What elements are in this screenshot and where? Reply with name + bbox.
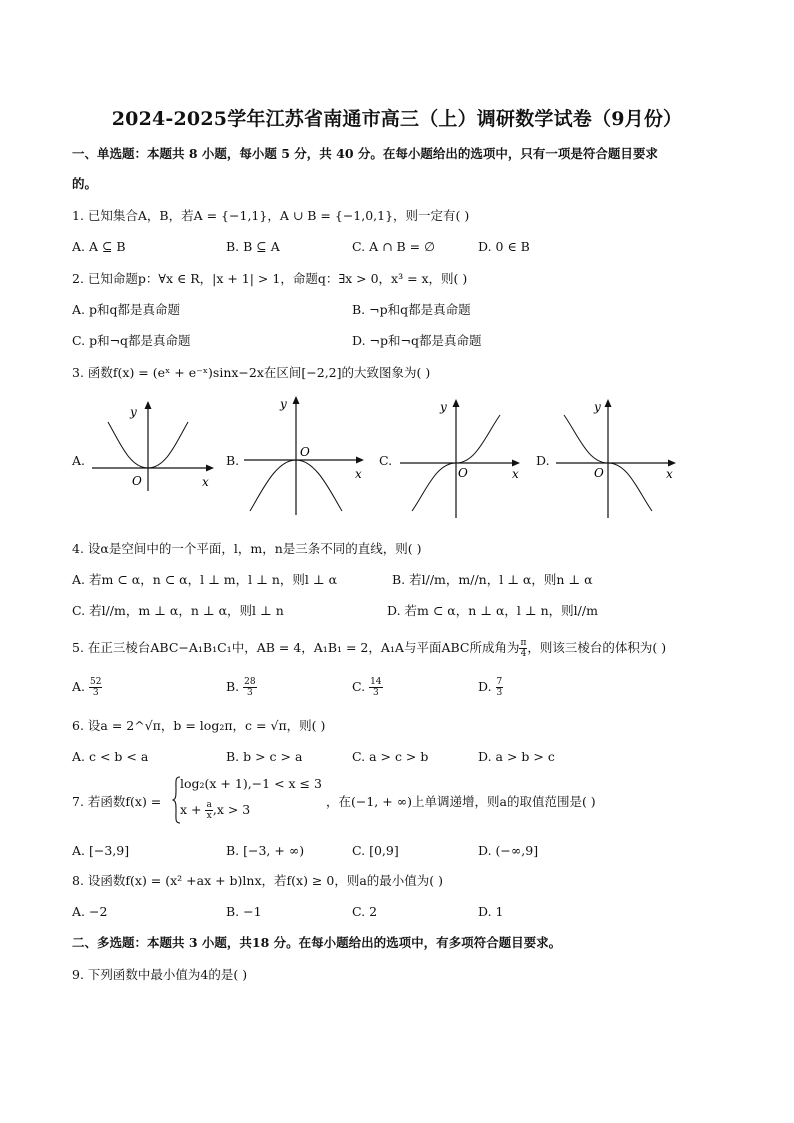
q5-a-num: 52 [90,677,102,687]
q6-option-a: A. c < b < a [72,749,149,764]
q3-c-origin-label: O [458,466,468,480]
section1-heading-cont: 的。 [72,176,98,191]
q5-option-a-frac [89,677,102,698]
q4-option-c: C. 若l//m，m ⊥ α，n ⊥ α，则l ⊥ n [72,603,284,618]
q3-b-origin-label: O [300,445,310,459]
q1-stem: 1. 已知集合A，B，若A = {−1,1}，A ∪ B = {−1,0,1}，则一定有( ) [72,208,470,223]
q6-option-b: B. b > c > a [226,749,303,764]
q8-option-c: C. 2 [352,904,378,919]
q5-b-num: 28 [244,677,256,687]
q5-option-b-label: B. [226,679,240,694]
q2-stem: 2. 已知命题p：∀x ∈ R，|x + 1| > 1，命题q：∃x > 0，x³ = x，则( ) [72,271,468,286]
q3-graph-c [396,396,526,521]
q7-option-c: C. [0,9] [352,843,399,858]
q5-b-den: 3 [247,688,253,698]
q7-piece2-frac [205,800,212,821]
q3-d-origin-label: O [594,466,604,480]
q3-option-a-label: A. [72,453,86,468]
q3-c-x-label: x [512,467,519,481]
q3-a-y-label: y [130,405,137,419]
q6-stem: 6. 设a = 2^√π，b = log₂π，c = √π，则( ) [72,718,326,733]
q8-option-a: A. −2 [72,904,108,919]
q1-option-c: C. A ∩ B = ∅ [352,239,436,254]
q6-option-d: D. a > b > c [478,749,555,764]
q5-option-d-frac [496,677,504,698]
q3-a-x-label: x [202,475,209,489]
q3-d-x-label: x [666,467,673,481]
q4-option-a: A. 若m ⊂ α，n ⊂ α，l ⊥ m，l ⊥ n，则l ⊥ α [72,572,338,587]
q5-stem-before: 5. 在正三棱台ABC−A₁B₁C₁中，AB = 4，A₁B₁ = 2，A₁A与平面ABC所成角为 [72,640,520,655]
q5-option-b [226,677,257,698]
q7-piece2-a: x + [180,802,206,817]
q5-a-den: 3 [92,688,99,698]
q5-stem-after: ，则该三棱台的体积为( ) [527,640,667,655]
q3-graph-a [90,398,220,493]
q5-angle-den: 4 [520,649,527,659]
q8-stem: 8. 设函数f(x) = (x² +ax + b)lnx，若f(x) ≥ 0，则a的最小值为( ) [72,873,444,888]
q1-option-b: B. B ⊆ A [226,239,280,254]
q1-option-d: D. 0 ∈ B [478,239,530,254]
q1-option-a: A. A ⊆ B [72,239,126,254]
q6-option-c: C. a > c > b [352,749,429,764]
q7-option-b: B. [−3, + ∞) [226,843,305,858]
q5-c-den: 3 [372,688,379,698]
q5-option-b-frac [243,677,256,698]
section1-heading: 一、单选题：本题共 8 小题，每小题 5 分，共 40 分。在每小题给出的选项中，只有一项是符合题目要求 [72,146,658,161]
q7-stem-suffix: ，在(−1, + ∞)上单调递增，则a的取值范围是( ) [326,794,596,809]
q4-option-b: B. 若l//m，m//n，l ⊥ α，则n ⊥ α [392,572,593,587]
q5-option-a-label: A. [72,679,86,694]
q7-piece2 [180,800,250,821]
q5-option-d [478,677,503,698]
q5-d-num: 7 [496,677,503,687]
q4-stem: 4. 设α是空间中的一个平面，l，m，n是三条不同的直线，则( ) [72,541,422,556]
q5-option-c-frac [369,677,382,698]
q2-option-b: B. ¬p和q都是真命题 [352,302,471,317]
q3-a-origin-label: O [132,474,142,488]
q3-c-y-label: y [440,400,447,414]
q3-b-y-label: y [280,397,287,411]
q5-option-c-label: C. [352,679,366,694]
q8-option-d: D. 1 [478,904,504,919]
q7-piece2-b: ,x > 3 [212,802,251,817]
q3-graph-b [240,393,370,518]
q7-piece1: log₂(x + 1),−1 < x ≤ 3 [180,776,322,791]
q7-stem-prefix: 7. 若函数f(x) = [72,794,162,809]
q3-d-y-label: y [594,400,601,414]
q9-stem: 9. 下列函数中最小值为4的是( ) [72,967,248,982]
q5-option-d-label: D. [478,679,492,694]
q3-option-b-label: B. [226,453,240,468]
q5-stem [72,638,666,659]
q2-option-c: C. p和¬q都是真命题 [72,333,191,348]
q4-option-d: D. 若m ⊂ α，n ⊥ α，l ⊥ n，则l//m [387,603,598,618]
q5-d-den: 3 [496,688,503,698]
q5-option-a [72,677,102,698]
q3-b-x-label: x [355,467,362,481]
q7-option-d: D. (−∞,9] [478,843,539,858]
q7-option-a: A. [−3,9] [72,843,130,858]
page-title: 2024-2025学年江苏省南通市高三（上）调研数学试卷（9月份） [111,108,683,130]
section2-heading: 二、多选题：本题共 3 小题，共18 分。在每小题给出的选项中，有多项符合题目要求。 [72,935,562,950]
q3-option-d-label: D. [536,453,550,468]
q3-option-c-label: C. [379,453,393,468]
q5-c-num: 14 [370,677,382,687]
q7-piece2-num: a [206,800,212,810]
q7-piece2-den: x [206,811,212,821]
q5-option-c [352,677,383,698]
q8-option-b: B. −1 [226,904,262,919]
q3-stem: 3. 函数f(x) = (eˣ + e⁻ˣ)sinx−2x在区间[−2,2]的大致图象为( ) [72,365,431,380]
q2-option-a: A. p和q都是真命题 [72,302,180,317]
q5-angle-num: π [520,638,527,648]
q3-graph-d [552,396,682,521]
q2-option-d: D. ¬p和¬q都是真命题 [352,333,482,348]
